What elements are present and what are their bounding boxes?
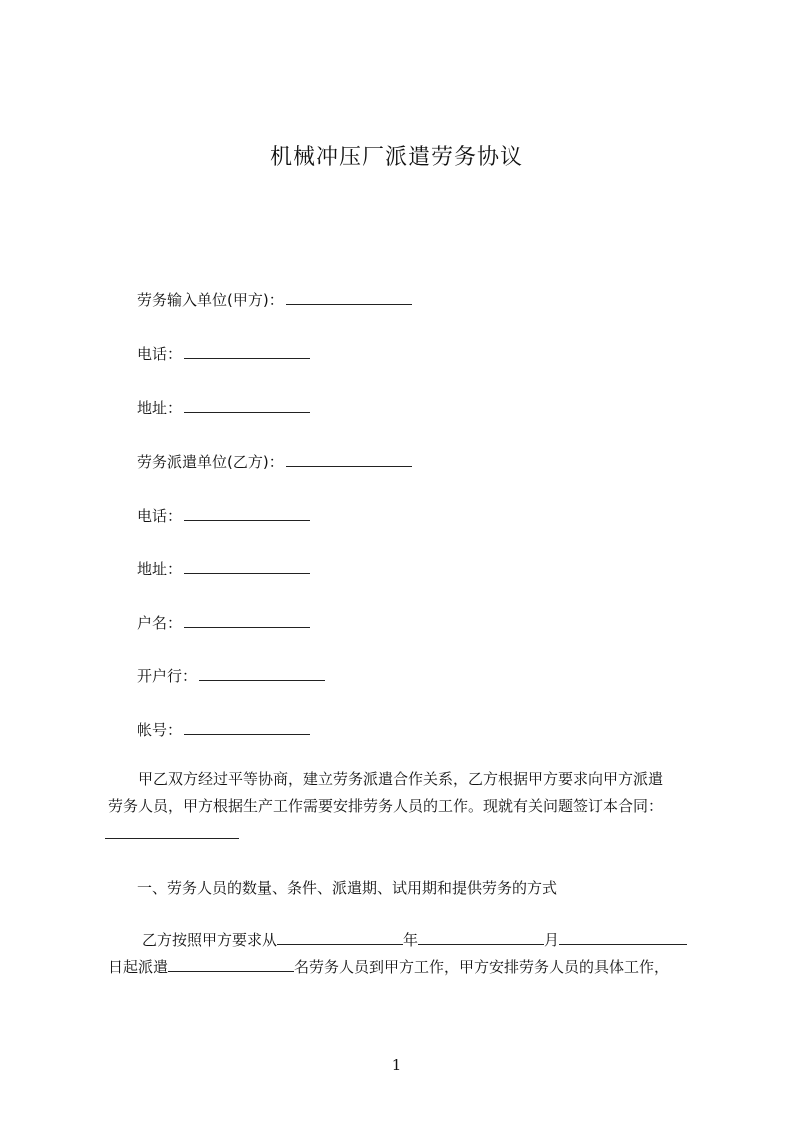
field-label: 劳务派遣单位(乙方)：	[137, 453, 284, 471]
blank-line	[286, 451, 412, 467]
account-name-field	[137, 612, 310, 634]
blank-line	[184, 558, 310, 574]
account-number-field	[137, 719, 310, 741]
party-a-name-field	[137, 289, 412, 311]
blank-line	[184, 343, 310, 359]
blank-line	[286, 289, 412, 305]
field-label: 地址：	[137, 560, 183, 578]
document-title: 机械冲压厂派遣劳务协议	[269, 145, 523, 170]
field-label: 电话：	[137, 507, 183, 525]
page-number: 1	[391, 1056, 402, 1074]
worker-count-blank	[168, 956, 294, 972]
blank-line	[184, 612, 310, 628]
intro-paragraph	[108, 766, 708, 820]
section-1-line-2: 日起派遣 名劳务人员到甲方工作，甲方安排劳务人员的具体工作，	[108, 958, 670, 976]
field-label: 户名：	[137, 614, 183, 632]
blank-line	[199, 665, 325, 681]
section-1-heading: 一、劳务人员的数量、条件、派遣期、试用期和提供劳务的方式	[137, 879, 558, 897]
section-1-line-1: 乙方按照甲方要求从 年 月	[108, 927, 708, 954]
field-label: 开户行：	[137, 667, 198, 685]
field-label: 帐号：	[137, 721, 183, 739]
field-label: 地址：	[137, 399, 183, 417]
blank-line	[184, 397, 310, 413]
field-label: 劳务输入单位(甲方)：	[137, 291, 284, 309]
intro-line-2: 劳务人员，甲方根据生产工作需要安排劳务人员的工作。现就有关问题签订本合同：	[108, 797, 664, 815]
section-1-paragraph	[108, 927, 708, 981]
intro-blank-line	[105, 838, 239, 839]
start-month-blank	[418, 929, 544, 945]
field-label: 电话：	[137, 345, 183, 363]
party-a-address-field	[137, 397, 310, 419]
blank-line	[184, 719, 310, 735]
intro-line-1: 甲乙双方经过平等协商，建立劳务派遣合作关系，乙方根据甲方要求向甲方派遣	[138, 770, 664, 788]
party-a-phone-field	[137, 343, 310, 365]
start-day-blank	[559, 929, 687, 945]
start-year-blank	[277, 929, 403, 945]
party-b-address-field	[137, 558, 310, 580]
bank-field	[137, 665, 325, 687]
blank-line	[184, 505, 310, 521]
party-b-phone-field	[137, 505, 310, 527]
party-b-name-field	[137, 451, 412, 473]
